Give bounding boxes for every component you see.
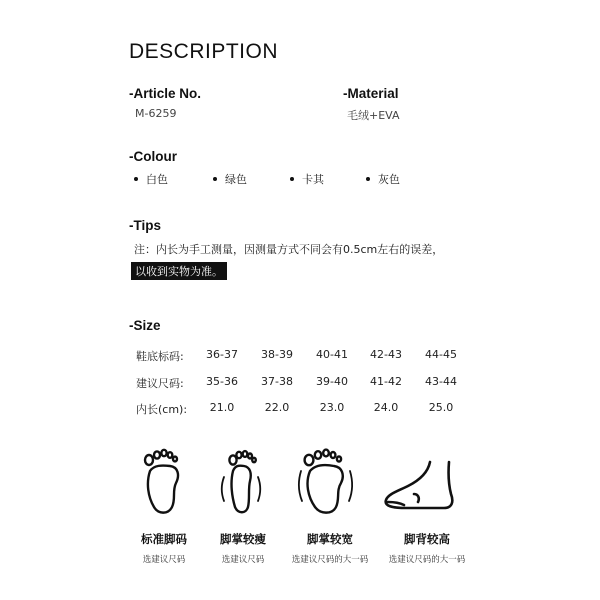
size-row-header: 鞋底标码:	[136, 350, 184, 363]
size-cell: 39-40	[316, 375, 348, 388]
size-cell: 22.0	[264, 401, 290, 414]
material-value: 毛绒+EVA	[347, 109, 400, 122]
material-label: -Material	[343, 86, 399, 101]
size-cell: 25.0	[428, 401, 454, 414]
size-cell: 23.0	[319, 401, 345, 414]
article-label: -Article No.	[129, 86, 202, 101]
foot-title-high-instep: 脚背较高	[404, 532, 450, 546]
wide-foot-icon	[296, 445, 356, 517]
colour-option-khaki: 卡其	[290, 171, 324, 187]
size-row-header: 内长(cm):	[136, 403, 188, 416]
bullet-icon	[213, 177, 217, 181]
size-cell: 37-38	[261, 375, 293, 388]
foot-sub-wide: 选建议尺码的大一码	[291, 555, 369, 565]
bullet-icon	[134, 177, 138, 181]
size-cell: 43-44	[425, 375, 457, 388]
size-cell: 44-45	[425, 348, 457, 361]
foot-sub-high-instep: 选建议尺码的大一码	[388, 555, 466, 565]
size-cell: 36-37	[206, 348, 238, 361]
size-cell: 38-39	[261, 348, 293, 361]
foot-sub-narrow: 选建议尺码	[221, 555, 265, 565]
size-cell: 21.0	[209, 401, 235, 414]
size-label: -Size	[129, 318, 161, 333]
article-value: M-6259	[135, 107, 177, 120]
size-cell: 40-41	[316, 348, 348, 361]
page-title: DESCRIPTION	[129, 40, 279, 63]
tips-text: 注：内长为手工测量，因测量方式不同会有0.5cm左右的误差，	[134, 243, 444, 256]
colour-option-green: 绿色	[213, 171, 247, 187]
bullet-icon	[290, 177, 294, 181]
size-cell: 35-36	[206, 375, 238, 388]
tips-highlight: 以收到实物为准。	[131, 262, 227, 280]
size-cell: 41-42	[370, 375, 402, 388]
narrow-foot-icon	[213, 445, 269, 517]
colour-option-grey: 灰色	[366, 171, 400, 187]
colour-label: -Colour	[129, 149, 177, 164]
foot-sub-standard: 选建议尺码	[142, 555, 186, 565]
foot-title-narrow: 脚掌较瘦	[220, 532, 266, 546]
high-instep-foot-icon	[380, 458, 460, 516]
tips-label: -Tips	[129, 218, 162, 233]
size-cell: 24.0	[373, 401, 399, 414]
size-row-header: 建议尺码:	[136, 377, 184, 390]
foot-title-wide: 脚掌较宽	[307, 532, 353, 546]
size-cell: 42-43	[370, 348, 402, 361]
foot-title-standard: 标准脚码	[141, 532, 187, 546]
colour-option-white: 白色	[134, 171, 168, 187]
standard-foot-icon	[136, 445, 192, 517]
bullet-icon	[366, 177, 370, 181]
